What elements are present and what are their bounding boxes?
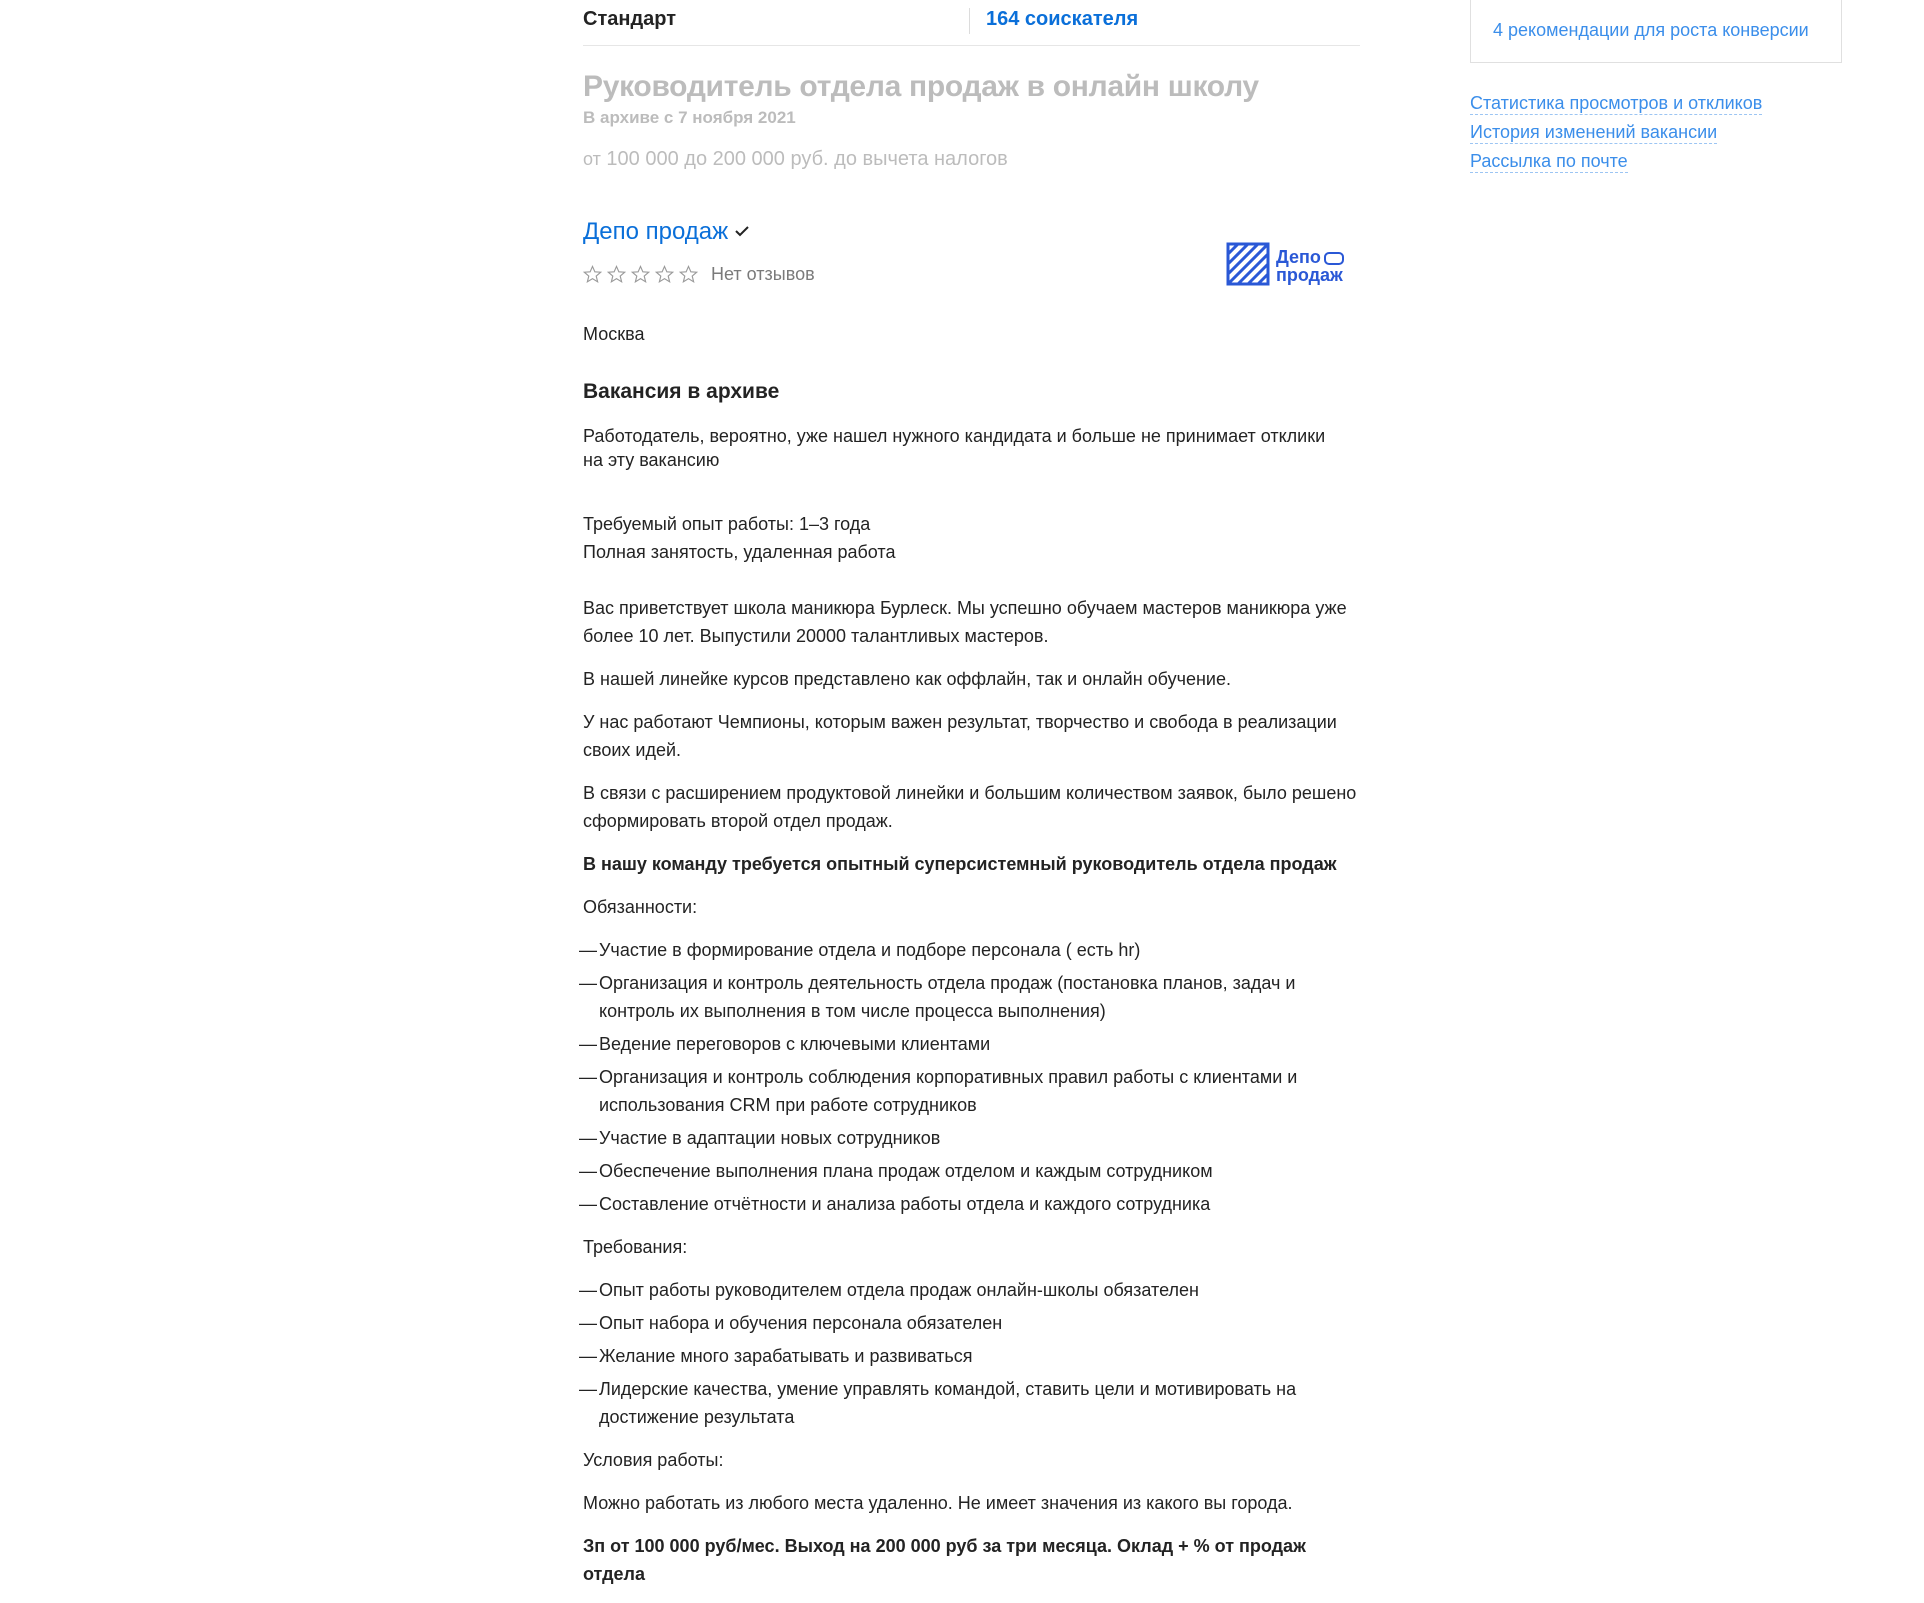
star-icon[interactable] [655, 265, 674, 284]
vacancy-main [583, 0, 1360, 1584]
list-item: — Организация и контроль соблюдения корпоративных правил работы с клиентами и использования CRM при работе сотрудников [579, 1063, 1363, 1119]
star-icon[interactable] [631, 265, 650, 284]
salary [583, 148, 1008, 171]
salary-condition: Зп от 100 000 руб/мес. Выход на 200 000 руб за три месяца. Оклад + % от продаж отдела [583, 1536, 1306, 1584]
city: Москва [583, 324, 645, 344]
duties-list [583, 936, 1363, 1218]
recommendations-link[interactable]: 4 рекомендации для роста конверсии [1493, 20, 1809, 40]
star-icon[interactable] [607, 265, 626, 284]
description-paragraph: В нашей линейке курсов представлено как оффлайн, так и онлайн обучение. [583, 669, 1231, 689]
description-paragraph: В связи с расширением продуктовой линейки и большим количеством заявок, было решено сформировать второй отдел продаж. [583, 783, 1357, 831]
conditions-heading: Условия работы: [583, 1450, 724, 1470]
vacancy-title: Руководитель отдела продаж в онлайн школу [583, 70, 1259, 103]
company-row [583, 218, 750, 246]
description-highlight: В нашу команду требуется опытный суперсистемный руководитель отдела продаж [583, 854, 1337, 874]
logo-text [1276, 248, 1344, 284]
description-paragraph: Можно работать из любого места удаленно. Не имеет значения из какого вы города. [583, 1493, 1293, 1513]
salary-prefix: от [583, 149, 601, 169]
company-logo[interactable] [1226, 242, 1346, 290]
list-item: — Опыт набора и обучения персонала обязателен [579, 1309, 1363, 1337]
mailing-link[interactable]: Рассылка по почте [1470, 151, 1628, 171]
applicants-link[interactable]: 164 соискателя [986, 8, 1139, 30]
list-item: — Участие в адаптации новых сотрудников [579, 1124, 1363, 1152]
duties-heading: Обязанности: [583, 897, 698, 917]
stats-link[interactable]: Статистика просмотров и откликов [1470, 93, 1763, 113]
divider [969, 8, 970, 34]
archive-heading: Вакансия в архиве [583, 380, 780, 403]
list-item: — Обеспечение выполнения плана продаж отделом и каждым сотрудником [579, 1157, 1363, 1185]
vacancy-description [583, 594, 1363, 1603]
verified-check-icon [734, 222, 750, 243]
recommendations-box [1470, 0, 1842, 63]
logo-line1: Депо [1276, 247, 1321, 267]
logo-mark-icon [1226, 242, 1272, 288]
experience: Требуемый опыт работы: 1–3 года [583, 514, 871, 534]
list-item: — Лидерские качества, умение управлять командой, ставить цели и мотивировать на достижение результата [579, 1375, 1363, 1431]
list-item: — Организация и контроль деятельность отдела продаж (постановка планов, задач и контроль их выполнения в том числе процесса выполнения) [579, 969, 1363, 1025]
vacancy-topbar [583, 0, 1360, 46]
employment: Полная занятость, удаленная работа [583, 542, 896, 562]
list-item: — Опыт работы руководителем отдела продаж онлайн-школы обязателен [579, 1276, 1363, 1304]
star-icon[interactable] [679, 265, 698, 284]
salary-text: 100 000 до 200 000 руб. до вычета налогов [606, 148, 1008, 170]
logo-line2: продаж [1276, 265, 1343, 285]
star-icon[interactable] [583, 265, 602, 284]
list-item: — Желание много зарабатывать и развиваться [579, 1342, 1363, 1370]
tariff-label: Стандарт [583, 8, 677, 30]
list-item: — Ведение переговоров с ключевыми клиентами [579, 1030, 1363, 1058]
list-item: — Участие в формирование отдела и подборе персонала ( есть hr) [579, 936, 1363, 964]
description-paragraph: Вас приветствует школа маникюра Бурлеск. Мы успешно обучаем мастеров маникюра уже более 10 лет. Выпустили 20000 талантливых мастеров. [583, 598, 1347, 646]
company-link[interactable]: Депо продаж [583, 218, 729, 245]
reviews-label[interactable]: Нет отзывов [711, 264, 815, 284]
list-item: — Составление отчётности и анализа работы отдела и каждого сотрудника [579, 1190, 1363, 1218]
archive-date: В архиве с 7 ноября 2021 [583, 108, 796, 127]
rating-row [583, 264, 815, 285]
archive-note: Работодатель, вероятно, уже нашел нужного кандидата и больше не принимает отклики на эту вакансию [583, 426, 1326, 470]
requirements-list [583, 1276, 1363, 1431]
history-link[interactable]: История изменений вакансии [1470, 122, 1718, 142]
requirements-heading: Требования: [583, 1237, 688, 1257]
description-paragraph: У нас работают Чемпионы, которым важен результат, творчество и свобода в реализации своих идей. [583, 712, 1337, 760]
